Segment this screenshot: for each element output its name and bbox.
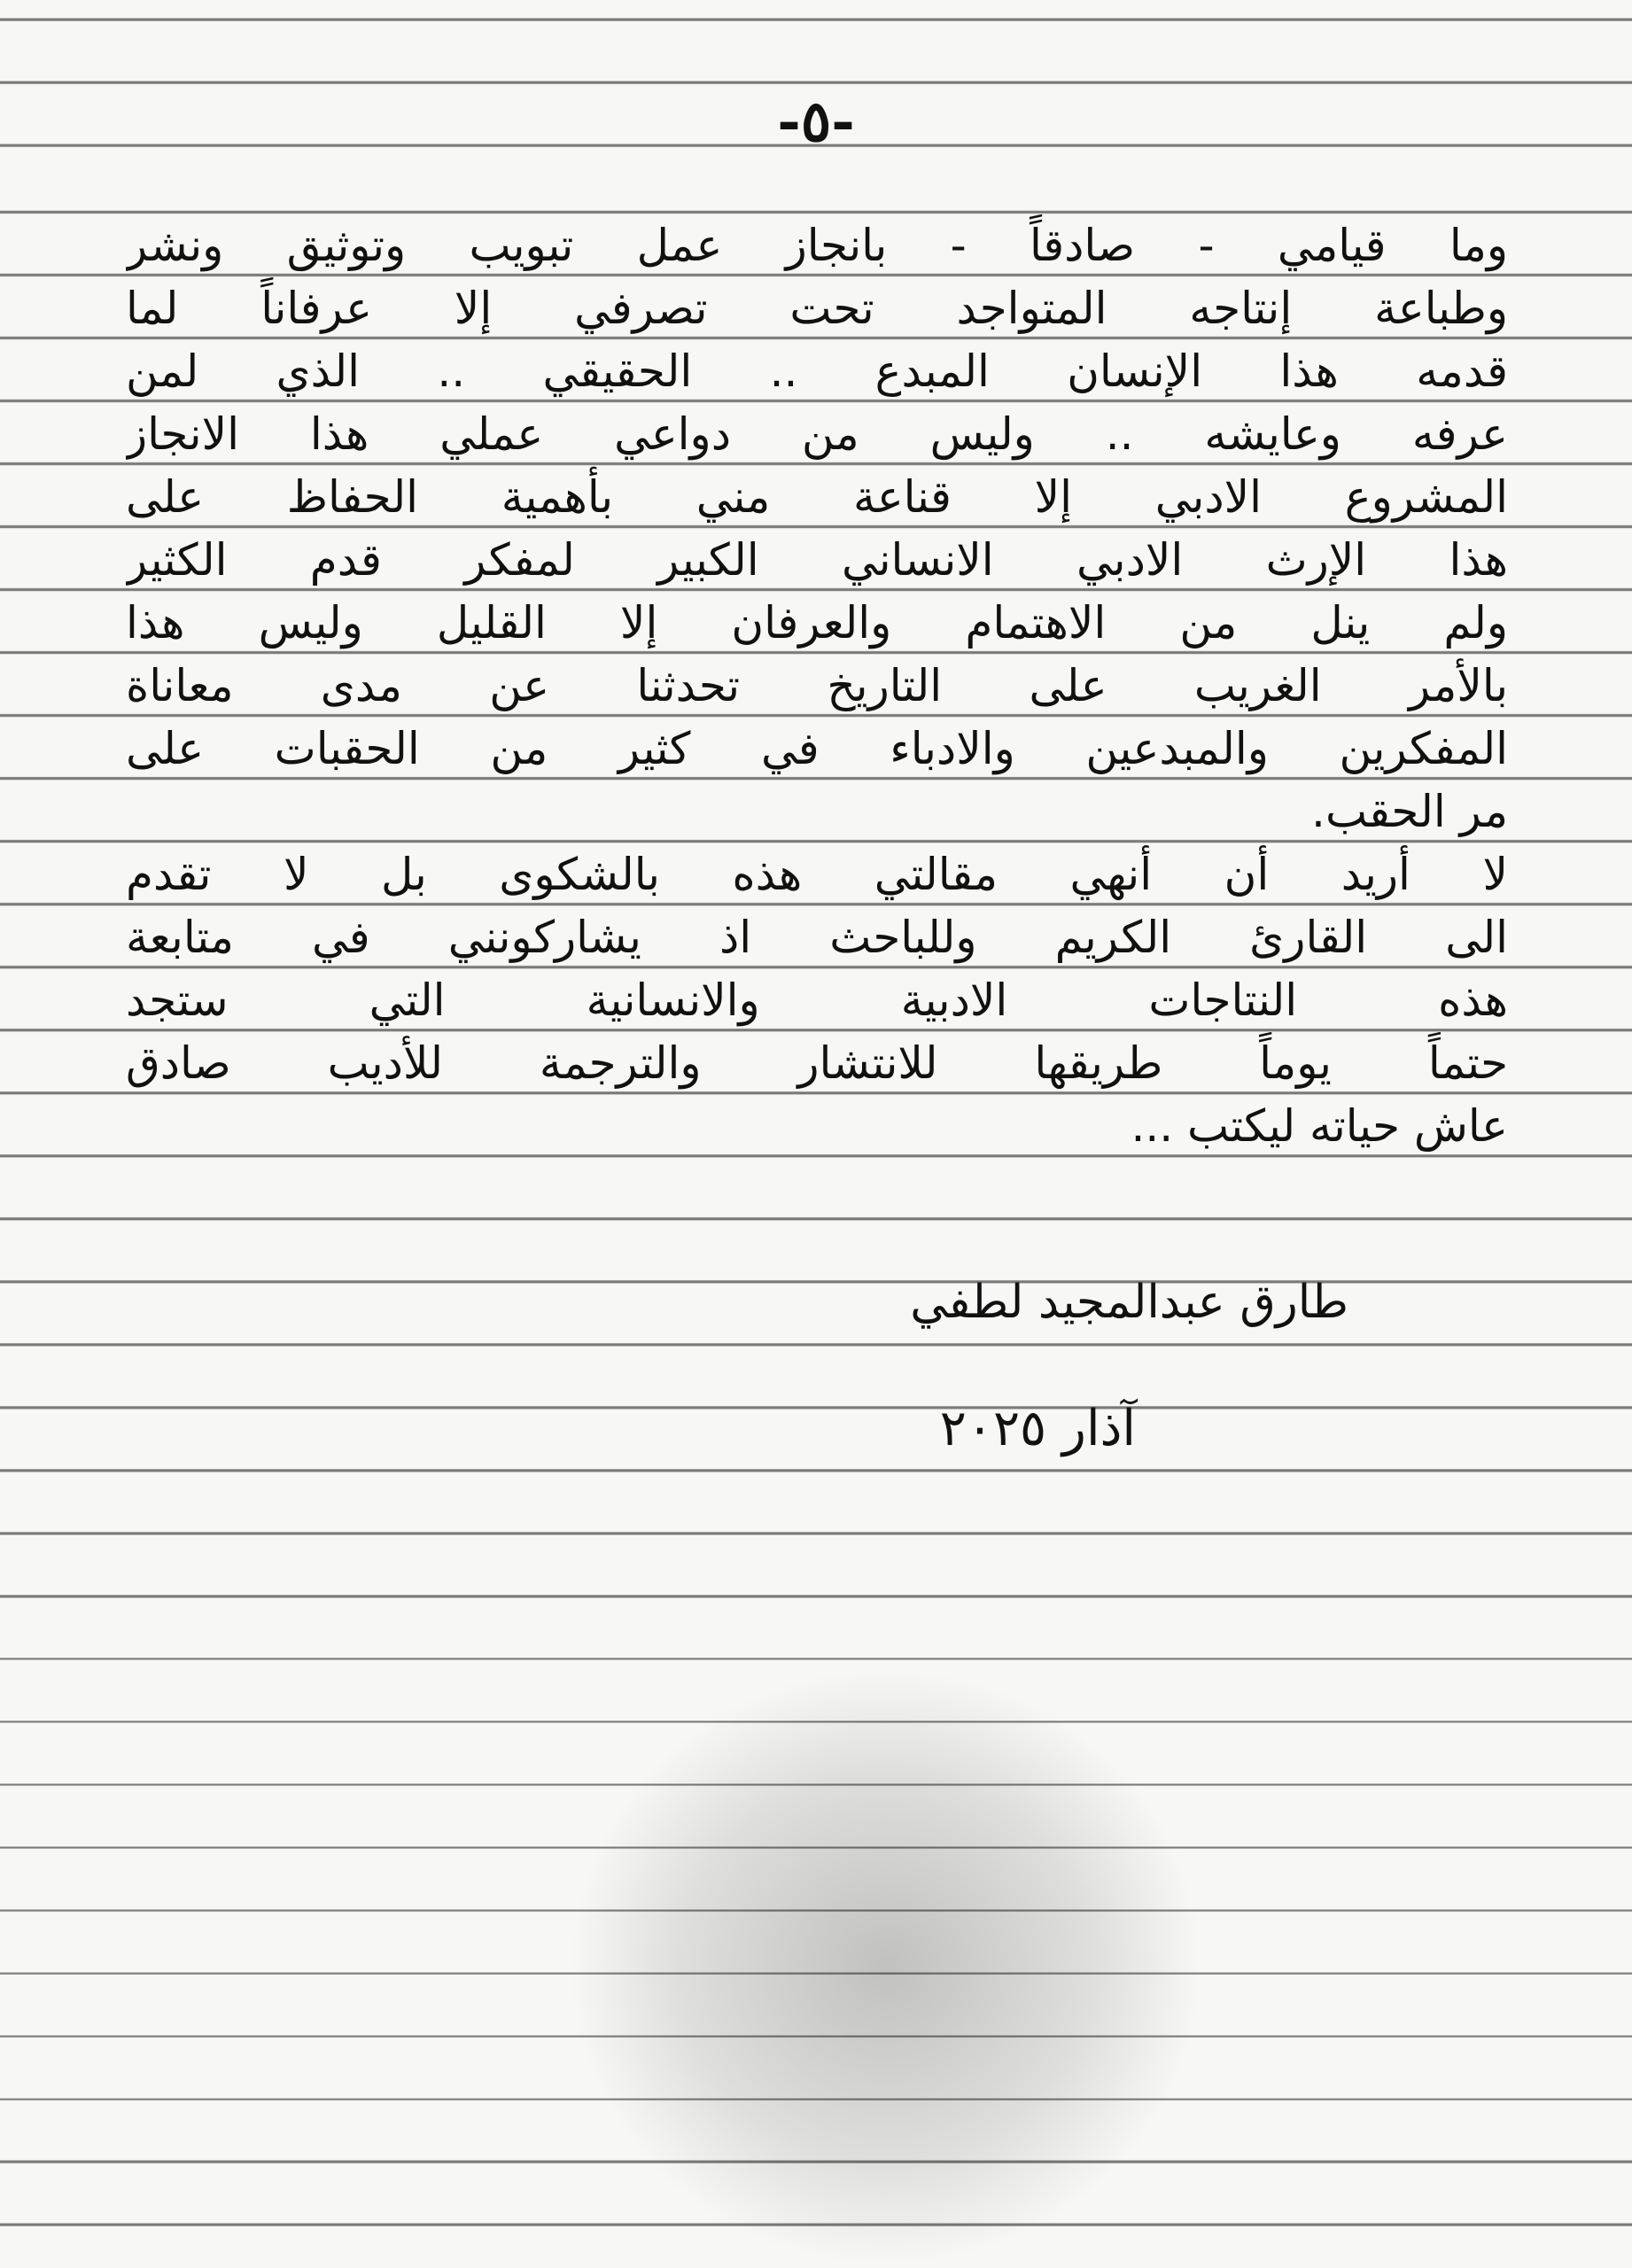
paper-shadow bbox=[567, 1666, 1205, 2268]
author-signature: طارق عبدالمجيد لطفي bbox=[910, 1276, 1348, 1329]
text-line: عرفه وعايشه .. وليس من دواعي عملي هذا الانجاز bbox=[126, 408, 1508, 460]
text-line: المفكرين والمبدعين والادباء في كثير من الحقبات على bbox=[126, 723, 1508, 774]
text-line: ولم ينل من الاهتمام والعرفان إلا القليل وليس هذا bbox=[126, 597, 1508, 649]
text-line: هذا الإرث الادبي الانساني الكبير لمفكر قدم الكثير bbox=[126, 534, 1508, 586]
text-line: حتماً يوماً طريقها للانتشار والترجمة للأديب صادق bbox=[126, 1037, 1508, 1089]
text-line: مر الحقب. bbox=[1311, 786, 1508, 837]
text-line: لا أريد أن أنهي مقالتي هذه بالشكوى بل لا تقدم bbox=[126, 849, 1508, 900]
page-number: -٥- bbox=[777, 89, 855, 155]
text-line: وما قيامي - صادقاً - بانجاز عمل تبويب وتوثيق ونشر bbox=[126, 220, 1508, 271]
text-line: بالأمر الغريب على التاريخ تحدثنا عن مدى معاناة bbox=[126, 660, 1508, 711]
text-line: هذه النتاجات الادبية والانسانية التي ستجد bbox=[126, 975, 1508, 1026]
text-line: المشروع الادبي إلا قناعة مني بأهمية الحفاظ على bbox=[126, 471, 1508, 523]
handwritten-text-body bbox=[126, 214, 1508, 1158]
text-line: الى القارئ الكريم وللباحث اذ يشاركونني في متابعة bbox=[126, 912, 1508, 963]
date-line: آذار ٢٠٢٥ bbox=[939, 1400, 1136, 1457]
text-line: وطباعة إنتاجه المتواجد تحت تصرفي إلا عرفاناً لما bbox=[126, 283, 1508, 334]
text-line: عاش حياته ليكتب ... bbox=[1131, 1100, 1508, 1152]
text-line: قدمه هذا الإنسان المبدع .. الحقيقي .. الذي لمن bbox=[126, 346, 1508, 397]
